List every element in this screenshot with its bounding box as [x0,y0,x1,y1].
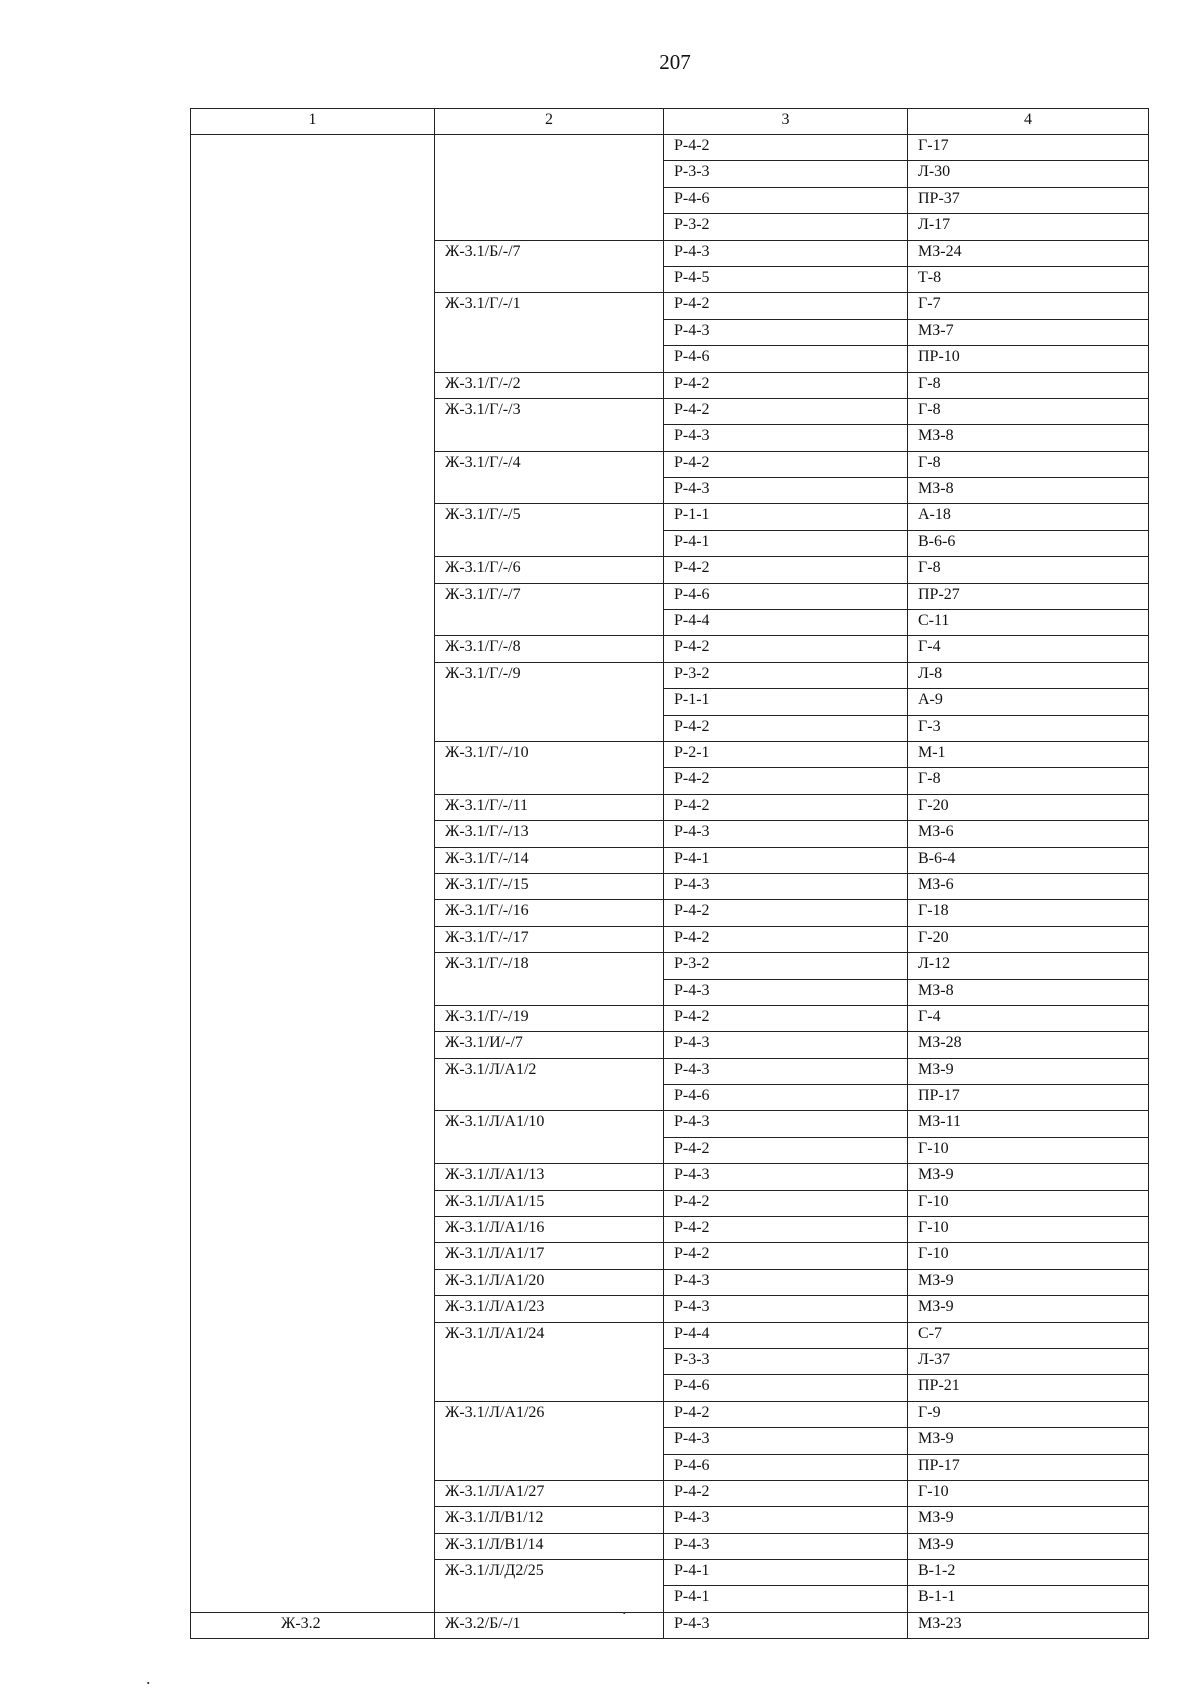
subgroup-code-cell: Ж-3.1/Г/-/13 [435,821,664,847]
subgroup-code-cell: Ж-3.1/Г/-/16 [435,900,664,926]
value-code-cell: МЗ-6 [908,873,1149,899]
value-code-cell: В-1-2 [908,1560,1149,1586]
subgroup-code-cell: Ж-3.1/Б/-/7 [435,240,664,293]
region-code-cell: Р-3-3 [664,161,908,187]
value-code-cell: Г-9 [908,1401,1149,1427]
value-code-cell: МЗ-9 [908,1533,1149,1559]
subgroup-code-cell: Ж-3.1/Г/-/17 [435,926,664,952]
region-code-cell: Р-4-3 [664,319,908,345]
value-code-cell: Л-17 [908,214,1149,240]
value-code-cell: Г-4 [908,636,1149,662]
table-row [191,135,1149,161]
subgroup-code-cell: Ж-3.1/Л/А1/13 [435,1164,664,1190]
group-code-cell [191,135,435,1613]
value-code-cell: Л-8 [908,662,1149,688]
subgroup-code-cell [435,135,664,241]
value-code-cell: МЗ-11 [908,1111,1149,1137]
region-code-cell: Р-4-2 [664,372,908,398]
value-code-cell: Г-8 [908,768,1149,794]
value-code-cell: ПР-10 [908,346,1149,372]
subgroup-code-cell: Ж-3.1/Г/-/3 [435,398,664,451]
region-code-cell: Р-4-2 [664,557,908,583]
value-code-cell: Г-8 [908,451,1149,477]
region-code-cell: Р-3-3 [664,1348,908,1374]
value-code-cell: ПР-27 [908,583,1149,609]
region-code-cell: Р-4-2 [664,293,908,319]
region-code-cell: Р-4-6 [664,1375,908,1401]
value-code-cell: Л-37 [908,1348,1149,1374]
column-header-1: 1 [191,109,435,135]
region-code-cell: Р-4-6 [664,346,908,372]
value-code-cell: Г-4 [908,1005,1149,1031]
value-code-cell: ПР-17 [908,1085,1149,1111]
value-code-cell: МЗ-9 [908,1269,1149,1295]
region-code-cell: Р-4-3 [664,1111,908,1137]
value-code-cell: Г-8 [908,398,1149,424]
region-code-cell: Р-4-2 [664,900,908,926]
region-code-cell: Р-1-1 [664,689,908,715]
value-code-cell: МЗ-23 [908,1612,1149,1638]
region-code-cell: Р-4-2 [664,1005,908,1031]
value-code-cell: С-7 [908,1322,1149,1348]
scan-speck: . [622,1598,627,1618]
column-header-2: 2 [435,109,664,135]
subgroup-code-cell: Ж-3.1/Л/А1/26 [435,1401,664,1480]
code-table [190,108,1149,1639]
subgroup-code-cell: Ж-3.1/Г/-/11 [435,794,664,820]
region-code-cell: Р-4-3 [664,979,908,1005]
region-code-cell: Р-4-2 [664,398,908,424]
column-header-3: 3 [664,109,908,135]
value-code-cell: Л-30 [908,161,1149,187]
value-code-cell: В-1-1 [908,1586,1149,1612]
subgroup-code-cell: Ж-3.1/Л/В1/12 [435,1507,664,1533]
subgroup-code-cell: Ж-3.1/Г/-/18 [435,953,664,1006]
region-code-cell: Р-4-2 [664,135,908,161]
subgroup-code-cell: Ж-3.1/Л/А1/2 [435,1058,664,1111]
value-code-cell: ПР-21 [908,1375,1149,1401]
value-code-cell: Л-12 [908,953,1149,979]
value-code-cell: Г-10 [908,1480,1149,1506]
region-code-cell: Р-4-2 [664,1137,908,1163]
value-code-cell: Г-7 [908,293,1149,319]
subgroup-code-cell: Ж-3.1/Г/-/15 [435,873,664,899]
value-code-cell: В-6-4 [908,847,1149,873]
subgroup-code-cell: Ж-3.1/Л/А1/23 [435,1296,664,1322]
value-code-cell: Г-8 [908,557,1149,583]
value-code-cell: А-9 [908,689,1149,715]
value-code-cell: Г-8 [908,372,1149,398]
subgroup-code-cell: Ж-3.1/Г/-/10 [435,741,664,794]
value-code-cell: А-18 [908,504,1149,530]
region-code-cell: Р-4-2 [664,636,908,662]
page-number: 207 [659,50,691,74]
table-body [191,135,1149,1639]
value-code-cell: Г-18 [908,900,1149,926]
value-code-cell: Г-10 [908,1243,1149,1269]
value-code-cell: ПР-17 [908,1454,1149,1480]
subgroup-code-cell: Ж-3.1/Л/А1/15 [435,1190,664,1216]
region-code-cell: Р-4-2 [664,926,908,952]
value-code-cell: МЗ-7 [908,319,1149,345]
region-code-cell: Р-4-2 [664,1217,908,1243]
region-code-cell: Р-4-2 [664,794,908,820]
value-code-cell: МЗ-9 [908,1428,1149,1454]
table-header-row [191,109,1149,135]
region-code-cell: Р-4-2 [664,715,908,741]
region-code-cell: Р-4-2 [664,451,908,477]
region-code-cell: Р-4-2 [664,1243,908,1269]
subgroup-code-cell: Ж-3.1/И/-/7 [435,1032,664,1058]
value-code-cell: М-1 [908,741,1149,767]
value-code-cell: Г-20 [908,794,1149,820]
subgroup-code-cell: Ж-3.1/Г/-/8 [435,636,664,662]
region-code-cell: Р-4-3 [664,425,908,451]
subgroup-code-cell: Ж-3.1/Г/-/5 [435,504,664,557]
region-code-cell: Р-4-3 [664,240,908,266]
region-code-cell: Р-4-2 [664,1480,908,1506]
value-code-cell: Г-17 [908,135,1149,161]
region-code-cell: Р-4-1 [664,847,908,873]
subgroup-code-cell: Ж-3.2/Б/-/1 [435,1612,664,1638]
value-code-cell: МЗ-6 [908,821,1149,847]
column-header-4: 4 [908,109,1149,135]
region-code-cell: Р-4-3 [664,1164,908,1190]
value-code-cell: С-11 [908,610,1149,636]
group-code-cell: Ж-3.2 [191,1612,435,1638]
value-code-cell: В-6-6 [908,530,1149,556]
region-code-cell: Р-4-6 [664,1454,908,1480]
region-code-cell: Р-4-2 [664,768,908,794]
value-code-cell: ПР-37 [908,187,1149,213]
region-code-cell: Р-4-3 [664,1032,908,1058]
value-code-cell: МЗ-9 [908,1507,1149,1533]
value-code-cell: Г-3 [908,715,1149,741]
region-code-cell: Р-2-1 [664,741,908,767]
region-code-cell: Р-4-2 [664,1190,908,1216]
value-code-cell: МЗ-28 [908,1032,1149,1058]
table-row [191,1612,1149,1638]
region-code-cell: Р-4-3 [664,1058,908,1084]
subgroup-code-cell: Ж-3.1/Г/-/14 [435,847,664,873]
region-code-cell: Р-3-2 [664,662,908,688]
subgroup-code-cell: Ж-3.1/Л/В1/14 [435,1533,664,1559]
region-code-cell: Р-4-6 [664,1085,908,1111]
subgroup-code-cell: Ж-3.1/Л/А1/24 [435,1322,664,1401]
region-code-cell: Р-4-3 [664,1269,908,1295]
value-code-cell: Г-10 [908,1217,1149,1243]
subgroup-code-cell: Ж-3.1/Л/А1/10 [435,1111,664,1164]
value-code-cell: Т-8 [908,266,1149,292]
value-code-cell: МЗ-9 [908,1296,1149,1322]
subgroup-code-cell: Ж-3.1/Г/-/2 [435,372,664,398]
region-code-cell: Р-4-3 [664,1533,908,1559]
region-code-cell: Р-3-2 [664,953,908,979]
region-code-cell: Р-4-5 [664,266,908,292]
region-code-cell: Р-4-4 [664,610,908,636]
scan-speck: . [146,1668,151,1688]
value-code-cell: Г-20 [908,926,1149,952]
region-code-cell: Р-3-2 [664,214,908,240]
subgroup-code-cell: Ж-3.1/Г/-/1 [435,293,664,372]
region-code-cell: Р-1-1 [664,504,908,530]
subgroup-code-cell: Ж-3.1/Л/Д2/25 [435,1560,664,1613]
region-code-cell: Р-4-6 [664,187,908,213]
subgroup-code-cell: Ж-3.1/Г/-/9 [435,662,664,741]
region-code-cell: Р-4-6 [664,583,908,609]
region-code-cell: Р-4-3 [664,1428,908,1454]
region-code-cell: Р-4-2 [664,1401,908,1427]
subgroup-code-cell: Ж-3.1/Л/А1/16 [435,1217,664,1243]
region-code-cell: Р-4-3 [664,1507,908,1533]
value-code-cell: МЗ-8 [908,478,1149,504]
region-code-cell: Р-4-3 [664,1612,908,1638]
subgroup-code-cell: Ж-3.1/Л/А1/20 [435,1269,664,1295]
region-code-cell: Р-4-4 [664,1322,908,1348]
subgroup-code-cell: Ж-3.1/Г/-/6 [435,557,664,583]
value-code-cell: МЗ-8 [908,425,1149,451]
subgroup-code-cell: Ж-3.1/Л/А1/17 [435,1243,664,1269]
value-code-cell: МЗ-9 [908,1058,1149,1084]
region-code-cell: Р-4-3 [664,478,908,504]
subgroup-code-cell: Ж-3.1/Л/А1/27 [435,1480,664,1506]
value-code-cell: Г-10 [908,1190,1149,1216]
region-code-cell: Р-4-3 [664,873,908,899]
value-code-cell: МЗ-8 [908,979,1149,1005]
value-code-cell: МЗ-24 [908,240,1149,266]
value-code-cell: Г-10 [908,1137,1149,1163]
subgroup-code-cell: Ж-3.1/Г/-/4 [435,451,664,504]
region-code-cell: Р-4-1 [664,1586,908,1612]
region-code-cell: Р-4-3 [664,1296,908,1322]
region-code-cell: Р-4-1 [664,530,908,556]
region-code-cell: Р-4-1 [664,1560,908,1586]
subgroup-code-cell: Ж-3.1/Г/-/19 [435,1005,664,1031]
region-code-cell: Р-4-3 [664,821,908,847]
subgroup-code-cell: Ж-3.1/Г/-/7 [435,583,664,636]
value-code-cell: МЗ-9 [908,1164,1149,1190]
